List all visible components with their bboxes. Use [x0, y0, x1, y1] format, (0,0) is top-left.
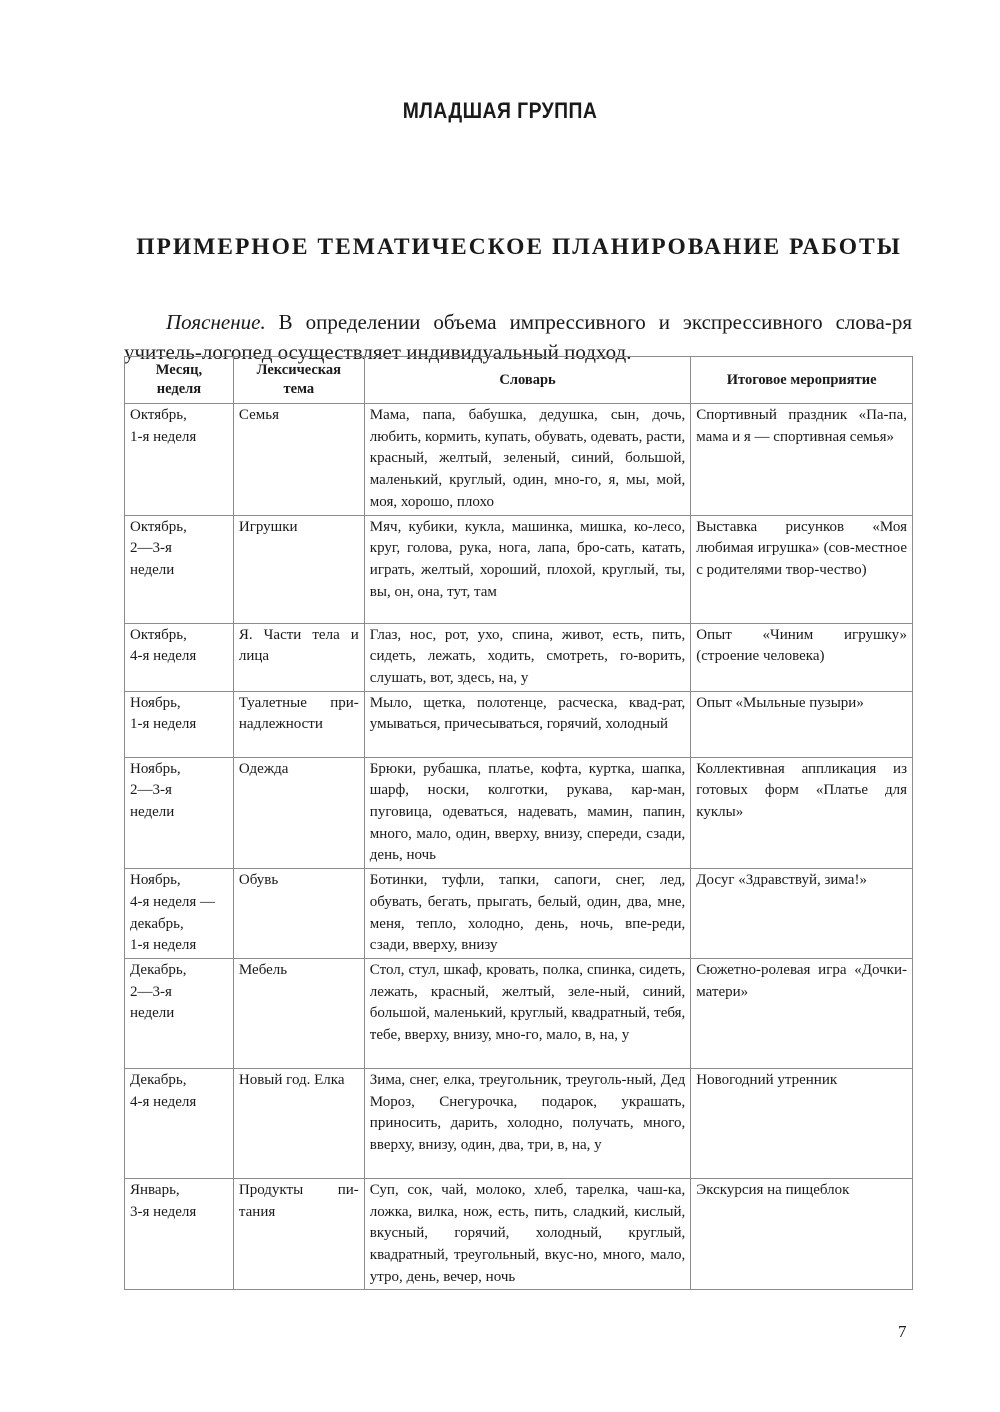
explanation-text: В определении объема импрессивного и экспрессивного слова-ря учитель-логопед осуществляет индивидуальный подход.	[124, 310, 912, 364]
cell-month: Ноябрь, 4-я неделя — декабрь, 1-я неделя	[125, 869, 234, 959]
cell-vocabulary: Мыло, щетка, полотенце, расческа, квад-рат, умываться, причесываться, горячий, холодный	[364, 691, 690, 757]
cell-month: Октябрь, 1-я неделя	[125, 404, 234, 516]
cell-event: Досуг «Здравствуй, зима!»	[691, 869, 913, 959]
header-vocabulary: Словарь	[364, 357, 690, 404]
table-row	[125, 869, 913, 959]
cell-topic: Я. Части тела и лица	[233, 623, 364, 691]
cell-vocabulary: Мяч, кубики, кукла, машинка, мишка, ко-лесо, круг, голова, рука, нога, лапа, бро-сать, катать, играть, желтый, хороший, плохой, круглый, ты, вы, он, она, тут, там	[364, 515, 690, 623]
cell-topic: Туалетные при-надлежности	[233, 691, 364, 757]
cell-topic: Обувь	[233, 869, 364, 959]
table-row	[125, 404, 913, 516]
cell-vocabulary: Глаз, нос, рот, ухо, спина, живот, есть, пить, сидеть, лежать, ходить, смотреть, го-ворить, слушать, вот, здесь, на, у	[364, 623, 690, 691]
table-row	[125, 623, 913, 691]
header-event: Итоговое мероприятие	[691, 357, 913, 404]
table-row	[125, 958, 913, 1068]
cell-topic: Новый год. Елка	[233, 1068, 364, 1178]
cell-event: Опыт «Чиним игрушку» (строение человека)	[691, 623, 913, 691]
cell-vocabulary: Брюки, рубашка, платье, кофта, куртка, шапка, шарф, носки, колготки, рукава, кар-ман, пуговица, одеваться, надевать, мамин, папин, много, мало, один, вверху, внизу, спереди, сзади, день, ночь	[364, 757, 690, 869]
table-row	[125, 515, 913, 623]
cell-event: Спортивный праздник «Па-па, мама и я — спортивная семья»	[691, 404, 913, 516]
cell-event: Сюжетно-ролевая игра «Дочки-матери»	[691, 958, 913, 1068]
cell-topic: Продукты пи-тания	[233, 1178, 364, 1290]
cell-topic: Игрушки	[233, 515, 364, 623]
page-number: 7	[898, 1322, 907, 1341]
cell-month: Октябрь, 2—3-я недели	[125, 515, 234, 623]
cell-event: Экскурсия на пищеблок	[691, 1178, 913, 1290]
cell-topic: Одежда	[233, 757, 364, 869]
cell-topic: Мебель	[233, 958, 364, 1068]
cell-vocabulary: Стол, стул, шкаф, кровать, полка, спинка, сидеть, лежать, красный, желтый, зеле-ный, синий, большой, маленький, круглый, квадратный, тебя, тебе, вверху, внизу, мно-го, мало, в, на, у	[364, 958, 690, 1068]
header-month: Месяц, неделя	[125, 357, 234, 404]
cell-event: Опыт «Мыльные пузыри»	[691, 691, 913, 757]
cell-month: Ноябрь, 1-я неделя	[125, 691, 234, 757]
cell-month: Январь, 3-я неделя	[125, 1178, 234, 1290]
cell-month: Ноябрь, 2—3-я недели	[125, 757, 234, 869]
explanation-label: Пояснение.	[166, 310, 266, 334]
cell-month: Декабрь, 2—3-я недели	[125, 958, 234, 1068]
cell-topic: Семья	[233, 404, 364, 516]
cell-month: Декабрь, 4-я неделя	[125, 1068, 234, 1178]
table-header-row	[125, 357, 913, 404]
table-row	[125, 757, 913, 869]
table-row	[125, 1178, 913, 1290]
cell-vocabulary: Ботинки, туфли, тапки, сапоги, снег, лед, обувать, бегать, прыгать, белый, один, два, мне, меня, тепло, холодно, день, ночь, впе-реди, сзади, вверху, внизу	[364, 869, 690, 959]
table-row	[125, 1068, 913, 1178]
header-topic: Лексическая тема	[233, 357, 364, 404]
thematic-plan-table	[124, 356, 913, 1290]
table-row	[125, 691, 913, 757]
cell-event: Коллективная аппликация из готовых форм «Платье для куклы»	[691, 757, 913, 869]
cell-vocabulary: Зима, снег, елка, треугольник, треуголь-ный, Дед Мороз, Снегурочка, подарок, украшать, приносить, дарить, холодно, получать, много, вверху, внизу, один, два, три, в, на, у	[364, 1068, 690, 1178]
cell-vocabulary: Мама, папа, бабушка, дедушка, сын, дочь, любить, кормить, купать, обувать, одевать, расти, красный, желтый, зеленый, синий, большой, маленький, круглый, один, мно-го, я, мы, мой, моя, хорошо, плохо	[364, 404, 690, 516]
cell-month: Октябрь, 4-я неделя	[125, 623, 234, 691]
cell-vocabulary: Суп, сок, чай, молоко, хлеб, тарелка, чаш-ка, ложка, вилка, нож, есть, пить, сладкий, кислый, вкусный, горячий, холодный, круглый, квадратный, треугольный, вкус-но, много, мало, утро, день, вечер, ночь	[364, 1178, 690, 1290]
cell-event: Выставка рисунков «Моя любимая игрушка» (сов-местное с родителями твор-чество)	[691, 515, 913, 623]
cell-event: Новогодний утренник	[691, 1068, 913, 1178]
group-title: МЛАДШАЯ ГРУППА	[402, 98, 598, 123]
section-title: ПРИМЕРНОЕ ТЕМАТИЧЕСКОЕ ПЛАНИРОВАНИЕ РАБОТЫ	[136, 234, 902, 260]
